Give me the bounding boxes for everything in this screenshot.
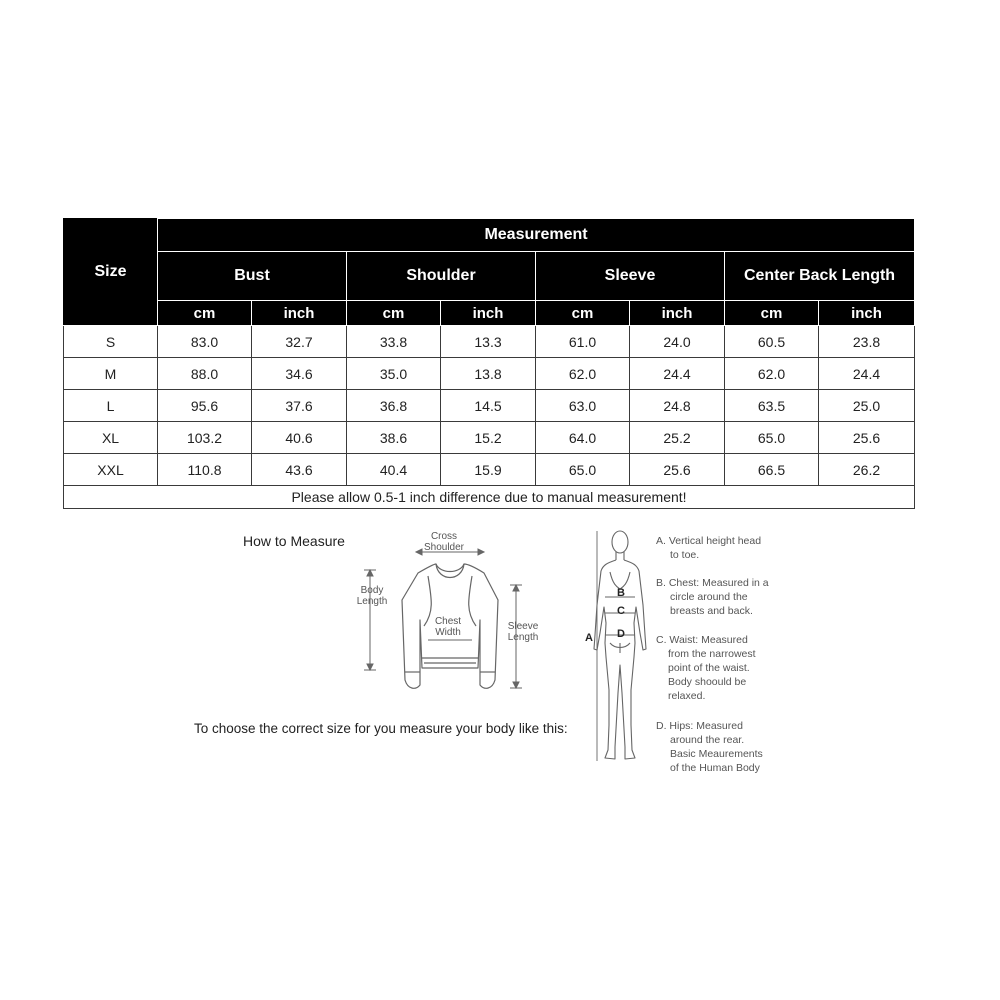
- legend-line: point of the waist.: [668, 662, 750, 674]
- value-cell: 63.0: [536, 390, 630, 422]
- group-header-center-back-length: Center Back Length: [725, 252, 915, 301]
- cross-shoulder-label-line: Shoulder: [423, 542, 465, 553]
- unit-header: cm: [725, 301, 819, 326]
- value-cell: 40.4: [347, 454, 441, 486]
- value-cell: 33.8: [347, 326, 441, 358]
- legend-line: circle around the: [670, 591, 748, 603]
- legend-line: B. Chest: Measured in a: [656, 577, 769, 589]
- value-cell: 24.0: [630, 326, 725, 358]
- value-cell: 88.0: [158, 358, 252, 390]
- value-cell: 24.4: [630, 358, 725, 390]
- table-row: [64, 358, 915, 390]
- legend-line: D. Hips: Measured: [656, 720, 743, 732]
- legend-line: Body shoould be: [668, 676, 747, 688]
- body-length-label-line: Length: [356, 596, 388, 607]
- table-row: [64, 326, 915, 358]
- value-cell: 15.2: [441, 422, 536, 454]
- measurement-legend: [656, 534, 786, 784]
- body-length-label-line: Body: [360, 585, 384, 596]
- chest-width-label-line: Chest: [434, 616, 462, 627]
- value-cell: 13.8: [441, 358, 536, 390]
- size-cell: M: [64, 358, 158, 390]
- group-header-bust: Bust: [158, 252, 347, 301]
- legend-line: relaxed.: [668, 690, 706, 702]
- label-c: C: [617, 605, 625, 617]
- size-cell: S: [64, 326, 158, 358]
- value-cell: 43.6: [252, 454, 347, 486]
- value-cell: 34.6: [252, 358, 347, 390]
- value-cell: 23.8: [819, 326, 915, 358]
- value-cell: 25.0: [819, 390, 915, 422]
- value-cell: 32.7: [252, 326, 347, 358]
- size-chart-table: [63, 218, 915, 509]
- table-row: [64, 454, 915, 486]
- sweater-diagram-icon: [350, 530, 550, 700]
- value-cell: 65.0: [536, 454, 630, 486]
- cross-shoulder-label-line: Cross: [430, 531, 458, 542]
- value-cell: 26.2: [819, 454, 915, 486]
- value-cell: 65.0: [725, 422, 819, 454]
- group-header-shoulder: Shoulder: [347, 252, 536, 301]
- instruction-text: To choose the correct size for you measure your body like this:: [194, 721, 568, 736]
- unit-header: inch: [441, 301, 536, 326]
- value-cell: 15.9: [441, 454, 536, 486]
- legend-line: A. Vertical height head: [656, 535, 762, 547]
- size-cell: XXL: [64, 454, 158, 486]
- value-cell: 25.6: [630, 454, 725, 486]
- legend-line: around the rear.: [670, 734, 745, 746]
- size-cell: XL: [64, 422, 158, 454]
- value-cell: 24.8: [630, 390, 725, 422]
- legend-item-d: [656, 719, 786, 775]
- value-cell: 36.8: [347, 390, 441, 422]
- sleeve-length-label-line: Sleeve: [507, 621, 539, 632]
- value-cell: 64.0: [536, 422, 630, 454]
- value-cell: 63.5: [725, 390, 819, 422]
- unit-header: cm: [536, 301, 630, 326]
- human-body-icon: [585, 525, 655, 770]
- chest-width-label: [425, 616, 471, 638]
- legend-line: Basic Meaurements: [670, 748, 763, 760]
- legend-line: breasts and back.: [670, 605, 753, 617]
- body-length-label: [352, 585, 392, 607]
- value-cell: 61.0: [536, 326, 630, 358]
- label-d: D: [617, 628, 625, 640]
- value-cell: 37.6: [252, 390, 347, 422]
- legend-item-c: [656, 633, 786, 703]
- legend-item-b: [656, 576, 786, 618]
- unit-header: cm: [347, 301, 441, 326]
- size-column-header: Size: [64, 219, 158, 326]
- value-cell: 103.2: [158, 422, 252, 454]
- group-header-sleeve: Sleeve: [536, 252, 725, 301]
- unit-header: cm: [158, 301, 252, 326]
- size-cell: L: [64, 390, 158, 422]
- value-cell: 14.5: [441, 390, 536, 422]
- sleeve-length-label-line: Length: [507, 632, 539, 643]
- measurement-note: Please allow 0.5-1 inch difference due to manual measurement!: [64, 486, 915, 509]
- label-a: A: [585, 632, 593, 644]
- value-cell: 38.6: [347, 422, 441, 454]
- legend-line: to toe.: [670, 549, 700, 561]
- legend-line: C. Waist: Measured: [656, 634, 748, 646]
- value-cell: 25.6: [819, 422, 915, 454]
- legend-line: from the narrowest: [668, 648, 756, 660]
- value-cell: 66.5: [725, 454, 819, 486]
- value-cell: 83.0: [158, 326, 252, 358]
- table-row: [64, 390, 915, 422]
- value-cell: 40.6: [252, 422, 347, 454]
- unit-header: inch: [252, 301, 347, 326]
- table-row: [64, 422, 915, 454]
- cross-shoulder-label: [416, 531, 472, 553]
- value-cell: 13.3: [441, 326, 536, 358]
- how-to-measure-title: How to Measure: [243, 533, 345, 549]
- value-cell: 62.0: [536, 358, 630, 390]
- measurement-header: Measurement: [158, 219, 915, 252]
- value-cell: 62.0: [725, 358, 819, 390]
- legend-line: of the Human Body: [670, 762, 760, 774]
- label-b: B: [617, 587, 625, 599]
- value-cell: 60.5: [725, 326, 819, 358]
- chest-width-label-line: Width: [435, 627, 461, 638]
- unit-header: inch: [630, 301, 725, 326]
- value-cell: 110.8: [158, 454, 252, 486]
- note-row: [64, 486, 915, 509]
- legend-item-a: [656, 534, 786, 562]
- value-cell: 35.0: [347, 358, 441, 390]
- unit-header: inch: [819, 301, 915, 326]
- value-cell: 25.2: [630, 422, 725, 454]
- value-cell: 95.6: [158, 390, 252, 422]
- value-cell: 24.4: [819, 358, 915, 390]
- sleeve-length-label: [500, 621, 546, 643]
